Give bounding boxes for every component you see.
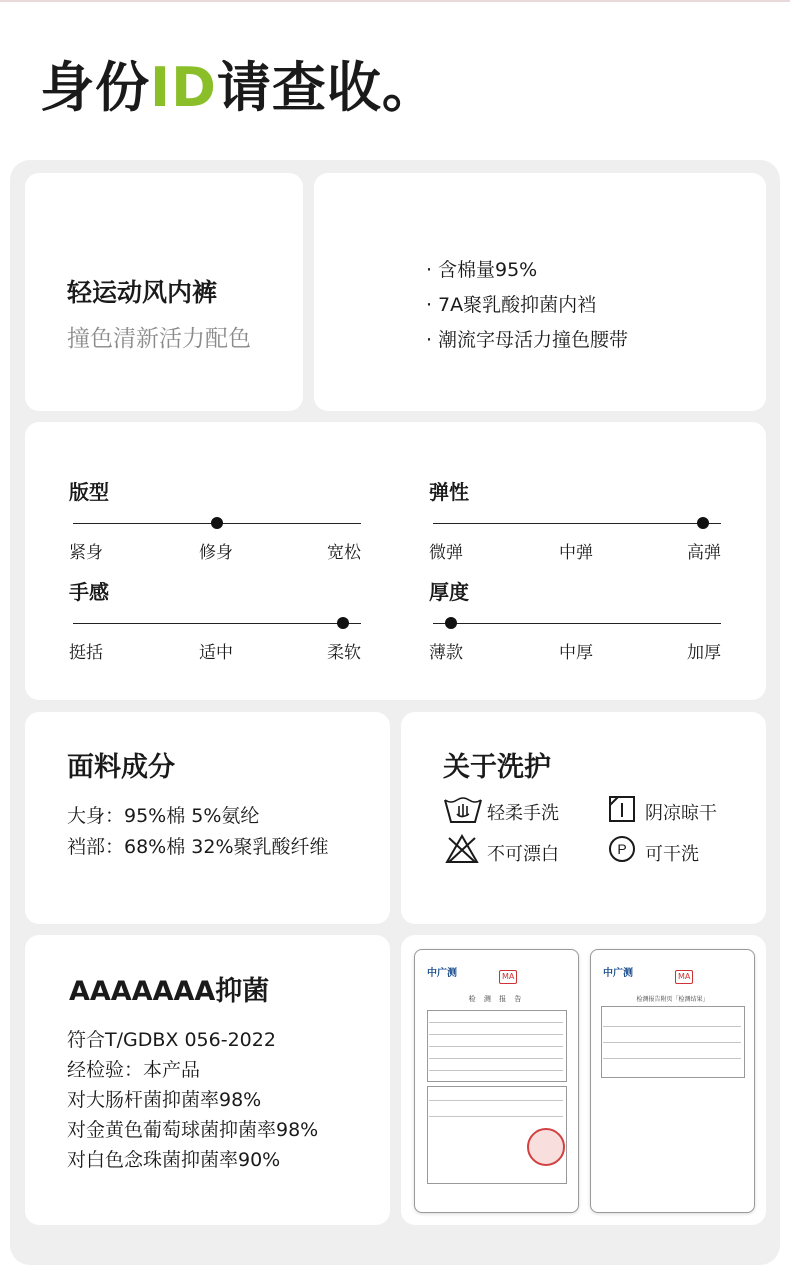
scale-track [73,623,361,624]
product-card [25,173,303,411]
care-label: 阴凉晾干 [645,803,717,824]
antibacterial-line: 符合T/GDBX 056-2022 [67,1029,276,1051]
scale-tick: 加厚 [687,643,721,663]
scale-label: 版型 [69,480,109,504]
scale-marker [445,617,457,629]
care-label: 可干洗 [645,844,699,865]
scale-tick: 微弹 [429,543,463,563]
shade-dry-icon [608,795,636,823]
antibacterial-line: 经检验：本产品 [67,1059,201,1081]
care-label: 不可漂白 [487,844,559,865]
scale-track [433,623,721,624]
antibacterial-line: 对金黄色葡萄球菌抑菌率98% [67,1119,319,1141]
scale-tick: 中弹 [559,543,593,563]
scale-tick: 柔软 [327,643,361,663]
feature-item: · 含棉量95% [426,259,538,281]
test-report-appendix [590,949,755,1213]
scale-tick: 修身 [199,543,233,563]
scale-tick: 宽松 [327,543,361,563]
scale-tick: 挺括 [69,643,103,663]
svg-text:P: P [617,841,627,857]
scale-marker [697,517,709,529]
care-card [401,712,766,924]
dry-clean-p-icon [608,835,636,863]
report-title: 检 测 报 告 [468,995,525,1003]
scale-tick: 紧身 [69,543,103,563]
no-bleach-icon [445,834,479,864]
features-card [314,173,766,411]
feature-item: · 潮流字母活力撞色腰带 [426,329,629,351]
scale-marker [211,517,223,529]
care-label: 轻柔手洗 [487,803,559,824]
product-subtitle: 撞色清新活力配色 [67,326,251,352]
antibacterial-line: 对大肠杆菌抑菌率98% [67,1089,262,1111]
ma-logo: MA [499,970,517,984]
scale-track [433,523,721,524]
product-name: 轻运动风内裤 [67,278,218,307]
report-brand: 中广测 [427,968,457,979]
report-brand: 中广测 [603,968,633,979]
scale-label: 弹性 [429,480,469,504]
page-title: 身份ID请查收。 [40,56,437,119]
fabric-line: 裆部：68%棉 32%聚乳酸纤维 [67,836,329,858]
scale-tick: 中厚 [559,643,593,663]
ma-logo: MA [675,970,693,984]
antibacterial-card [25,935,390,1225]
scale-tick: 薄款 [429,643,463,663]
report-title: 检测报告附页「检测结果」 [636,996,709,1003]
fabric-card [25,712,390,924]
fabric-line: 大身：95%棉 5%氨纶 [67,805,260,827]
scale-tick: 高弹 [687,543,721,563]
antibacterial-title: AAAAAAA抑菌 [69,976,270,1007]
care-title: 关于洗护 [443,752,551,783]
scale-label: 厚度 [429,580,469,604]
attributes-card [25,422,766,700]
scale-label: 手感 [69,580,109,604]
gentle-hand-wash-icon [443,794,483,824]
antibacterial-line: 对白色念珠菌抑菌率90% [67,1149,281,1171]
test-report-page [414,949,579,1213]
fabric-title: 面料成分 [67,752,175,783]
scale-marker [337,617,349,629]
top-divider [0,0,790,2]
reports-card [401,935,766,1225]
feature-item: · 7A聚乳酸抑菌内裆 [426,294,597,316]
red-seal [527,1128,565,1166]
scale-tick: 适中 [199,643,233,663]
